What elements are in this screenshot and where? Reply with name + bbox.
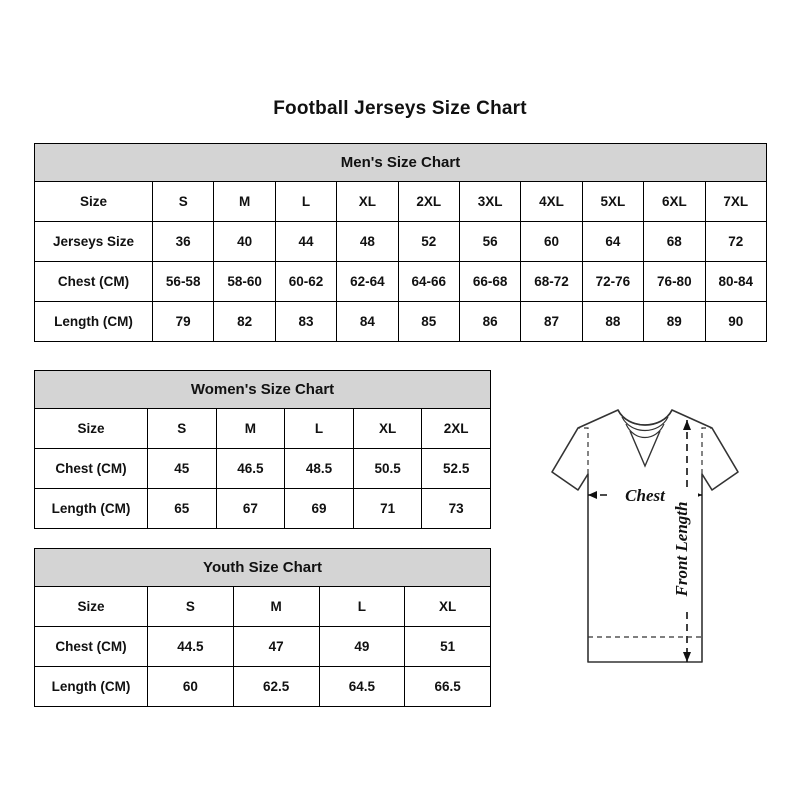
jersey-diagram bbox=[500, 400, 790, 700]
mens-size-table bbox=[34, 143, 767, 342]
cell: 89 bbox=[644, 302, 705, 342]
cell: 58-60 bbox=[214, 262, 275, 302]
cell: 83 bbox=[275, 302, 336, 342]
cell: 3XL bbox=[459, 182, 520, 222]
row-label: Size bbox=[35, 182, 153, 222]
cell: 36 bbox=[153, 222, 214, 262]
cell: 48 bbox=[337, 222, 398, 262]
cell: 82 bbox=[214, 302, 275, 342]
cell: 44.5 bbox=[148, 627, 234, 667]
row-label: Chest (CM) bbox=[35, 627, 148, 667]
table-row bbox=[35, 409, 491, 449]
table-row bbox=[35, 449, 491, 489]
cell: 2XL bbox=[422, 409, 491, 449]
cell: M bbox=[233, 587, 319, 627]
cell: S bbox=[148, 587, 234, 627]
cell: 80-84 bbox=[705, 262, 766, 302]
cell: 46.5 bbox=[216, 449, 285, 489]
row-label: Length (CM) bbox=[35, 302, 153, 342]
shirt-outline bbox=[552, 410, 738, 662]
cell: 71 bbox=[353, 489, 422, 529]
cell: 66.5 bbox=[405, 667, 491, 707]
row-label: Size bbox=[35, 587, 148, 627]
cell: 68-72 bbox=[521, 262, 582, 302]
youth-size-table bbox=[34, 548, 491, 707]
cell: 6XL bbox=[644, 182, 705, 222]
cell: 52 bbox=[398, 222, 459, 262]
cell: 72 bbox=[705, 222, 766, 262]
table-row bbox=[35, 302, 767, 342]
row-label: Size bbox=[35, 409, 148, 449]
cell: XL bbox=[353, 409, 422, 449]
cell: 40 bbox=[214, 222, 275, 262]
row-label: Chest (CM) bbox=[35, 262, 153, 302]
table-row bbox=[35, 667, 491, 707]
cell: 49 bbox=[319, 627, 405, 667]
row-label: Length (CM) bbox=[35, 667, 148, 707]
row-label: Jerseys Size bbox=[35, 222, 153, 262]
cell: 47 bbox=[233, 627, 319, 667]
cell: 62.5 bbox=[233, 667, 319, 707]
cell: L bbox=[319, 587, 405, 627]
cell: S bbox=[153, 182, 214, 222]
cell: 56 bbox=[459, 222, 520, 262]
cell: 72-76 bbox=[582, 262, 643, 302]
cell: 76-80 bbox=[644, 262, 705, 302]
row-label: Chest (CM) bbox=[35, 449, 148, 489]
table-row bbox=[35, 222, 767, 262]
cell: 87 bbox=[521, 302, 582, 342]
mens-table-caption: Men's Size Chart bbox=[34, 143, 767, 181]
youth-table-caption: Youth Size Chart bbox=[34, 548, 491, 586]
cell: M bbox=[214, 182, 275, 222]
cell: 65 bbox=[148, 489, 217, 529]
table-row bbox=[35, 627, 491, 667]
cell: 2XL bbox=[398, 182, 459, 222]
chest-label: Chest bbox=[625, 486, 665, 505]
cell: 56-58 bbox=[153, 262, 214, 302]
womens-table-caption: Women's Size Chart bbox=[34, 370, 491, 408]
cell: XL bbox=[405, 587, 491, 627]
cell: 79 bbox=[153, 302, 214, 342]
womens-size-chart-section bbox=[34, 370, 491, 529]
cell: 62-64 bbox=[337, 262, 398, 302]
cell: 86 bbox=[459, 302, 520, 342]
cell: 60-62 bbox=[275, 262, 336, 302]
page-title: Football Jerseys Size Chart bbox=[273, 98, 527, 119]
table-row bbox=[35, 182, 767, 222]
cell: L bbox=[285, 409, 354, 449]
cell: XL bbox=[337, 182, 398, 222]
cell: 84 bbox=[337, 302, 398, 342]
cell: 5XL bbox=[582, 182, 643, 222]
table-row bbox=[35, 262, 767, 302]
cell: M bbox=[216, 409, 285, 449]
cell: 68 bbox=[644, 222, 705, 262]
womens-size-table bbox=[34, 370, 491, 529]
table-row bbox=[35, 587, 491, 627]
cell: 50.5 bbox=[353, 449, 422, 489]
row-label: Length (CM) bbox=[35, 489, 148, 529]
mens-size-chart-section bbox=[34, 143, 767, 342]
cell: 60 bbox=[521, 222, 582, 262]
cell: 88 bbox=[582, 302, 643, 342]
cell: 69 bbox=[285, 489, 354, 529]
cell: 66-68 bbox=[459, 262, 520, 302]
cell: 64 bbox=[582, 222, 643, 262]
cell: 52.5 bbox=[422, 449, 491, 489]
cell: 90 bbox=[705, 302, 766, 342]
cell: 48.5 bbox=[285, 449, 354, 489]
cell: 67 bbox=[216, 489, 285, 529]
cell: 64.5 bbox=[319, 667, 405, 707]
youth-size-chart-section bbox=[34, 548, 491, 707]
cell: 45 bbox=[148, 449, 217, 489]
cell: 60 bbox=[148, 667, 234, 707]
cell: 44 bbox=[275, 222, 336, 262]
cell: 64-66 bbox=[398, 262, 459, 302]
cell: 7XL bbox=[705, 182, 766, 222]
cell: 85 bbox=[398, 302, 459, 342]
table-row bbox=[35, 489, 491, 529]
cell: 4XL bbox=[521, 182, 582, 222]
cell: S bbox=[148, 409, 217, 449]
cell: 73 bbox=[422, 489, 491, 529]
cell: L bbox=[275, 182, 336, 222]
front-length-label: Front Length bbox=[672, 501, 691, 597]
cell: 51 bbox=[405, 627, 491, 667]
